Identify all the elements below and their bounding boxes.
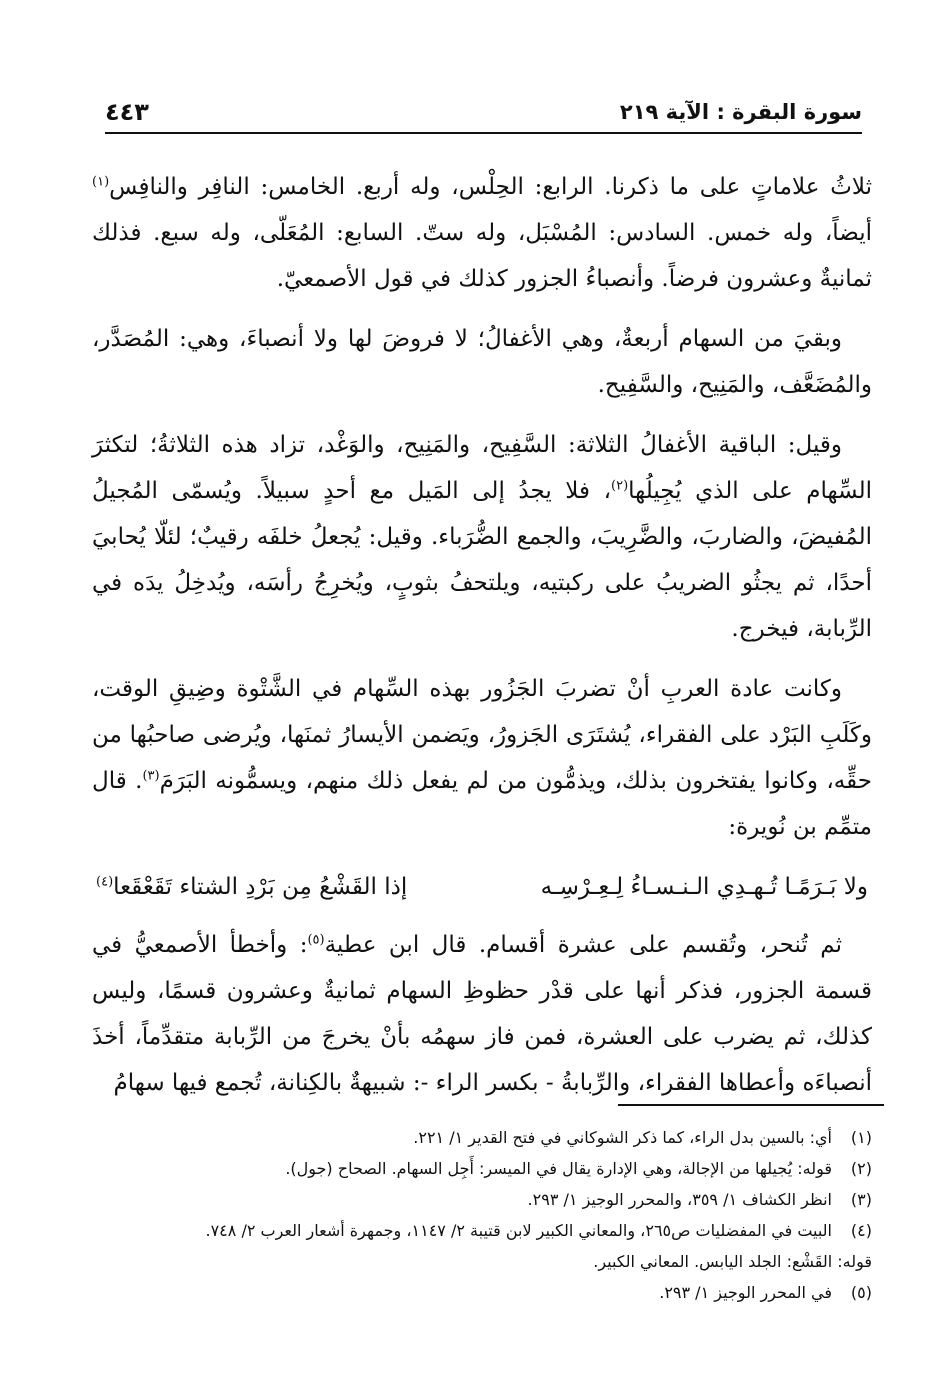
- running-header: [105, 92, 862, 134]
- footnotes: [92, 1122, 872, 1308]
- footnote-ref-2[interactable]: (٢): [611, 478, 629, 494]
- footnote-item: [92, 1184, 872, 1215]
- footnote-text: البيت في المفضليات ص٢٦٥، والمعاني الكبير لابن قتيبة ٢/ ١١٤٧، وجمهرة أشعار العرب ٢/ ٧٤٨.: [205, 1221, 832, 1240]
- paragraph-1: ثلاثُ علاماتٍ على ما ذكرنا. الرابع: الحِلْس، وله أربع. الخامس: النافِر والنافِس$^{(١)}$ أيضاً، وله خمس. السادس: المُسْبَل، وله ستّ. السابع: المُعَلّى، وله سبع. فذلك ثمانيةٌ وعشرون فرضاً. وأنصباءُ الجزور كذلك في قول الأصمعيّ.: [92, 174, 872, 292]
- footnote-text: في المحرر الوجيز ١/ ٢٩٣.: [659, 1283, 832, 1302]
- paragraph-3: وقيل: الباقية الأغفالُ الثلاثة: السَّفِيح، والمَنِيح، والوَغْد، تزاد هذه الثلاثةُ؛ لتكثرَ السِّهام على الذي يُجِيلُها$^{(٢)}$، فلا يجدُ إلى المَيل مع أحدٍ سبيلاً. ويُسمّى المُجيلُ المُفيضَ، والضاربَ، والضَّرِيبَ، والجمع الضُّرَباء. وقيل: يُجعلُ خلفَه رقيبٌ؛ لئلّا يُحابيَ أحدًا، ثم يجثُو الضريبُ على ركبتيه، ويلتحفُ بثوبٍ، ويُخرِجُ رأسَه، ويُدخِلُ يدَه في الرِّبابة، فيخرج.: [92, 432, 872, 642]
- header-title: سورة البقرة : الآية ٢١٩: [619, 100, 862, 124]
- footnote-text: انظر الكشاف ١/ ٣٥٩، والمحرر الوجيز ١/ ٢٩٣.: [527, 1190, 832, 1209]
- footnote-text: قوله: يُجيلها من الإجالة، وهي الإدارة يقال في الميسر: أَجِل السهام. الصحاح (جول).: [285, 1159, 832, 1178]
- verse-first-hemistich: ولا بَـرَمًـا تُـهـدِي الـنـسـاءُ لِـعِـرْسِـه: [540, 874, 868, 900]
- footnote-ref-5[interactable]: (٥): [307, 932, 325, 948]
- footnote-ref-4[interactable]: (٤): [96, 874, 114, 890]
- footnote-text: أي: بالسين بدل الراء، كما ذكر الشوكاني في فتح القدير ١/ ٢٢١.: [413, 1128, 832, 1147]
- footnote-subnote: قوله: القَشْع: الجلد اليابس. المعاني الكبير.: [593, 1252, 872, 1271]
- page-number: ٤٤٣: [105, 98, 149, 126]
- poetry-verse: [92, 864, 872, 910]
- footnote-item: [92, 1215, 872, 1246]
- footnote-divider: [618, 1104, 884, 1106]
- footnote-ref-1[interactable]: (١): [92, 174, 110, 190]
- paragraph-4: وكانت عادة العربِ أنْ تضربَ الجَزُور بهذه السِّهام في الشَّتْوة وضِيقِ الوقت، وكَلَبِ البَرْد على الفقراء، يُشتَرَى الجَزورُ، ويَضمن الأيسارُ ثمنَها، ويُرضى صاحبُها من حقِّه، وكانوا يفتخرون بذلك، ويذمُّون من لم يفعل ذلك منهم، ويسمُّونه البَرَمَ$^{(٣)}$. قال متمِّم بن نُويرة:: [92, 676, 872, 840]
- footnote-item: [92, 1122, 872, 1153]
- footnote-item: [92, 1153, 872, 1184]
- footnote-ref-3[interactable]: (٣): [142, 768, 160, 784]
- footnote-number: (١): [850, 1128, 872, 1147]
- footnote-number: (٥): [850, 1283, 872, 1302]
- main-text: [92, 164, 872, 1120]
- verse-second-hemistich: إذا القَشْعُ مِن بَرْدِ الشتاء تَقَعْقَعا$^{(٤)}$: [96, 874, 408, 900]
- paragraph-2: وبقيَ من السهام أربعةٌ، وهي الأغفالُ؛ لا فروضَ لها ولا أنصباءَ، وهي: المُصَدَّر، والمُضَعَّف، والمَنِيح، والسَّفِيح.: [92, 326, 872, 398]
- footnote-number: (٣): [850, 1190, 872, 1209]
- paragraph-5: ثم تُنحر، وتُقسم على عشرة أقسام. قال ابن عطية$^{(٥)}$: وأخطأ الأصمعيُّ في قسمة الجزور، فذكر أنها على قدْر حظوظِ السهام ثمانيةٌ وعشرون قسمًا، وليس كذلك، ثم يضرب على العشرة، فمن فاز سهمُه بأنْ يخرجَ من الرِّبابة متقدِّماً، أخذَ أنصباءَه وأعطاها الفقراء، والرِّبابةُ - بكسر الراء -: شبيهةٌ بالكِنانة، تُجمع فيها سهامُ: [92, 932, 872, 1096]
- footnote-item: [92, 1277, 872, 1308]
- footnote-number: (٤): [850, 1221, 872, 1240]
- footnote-number: (٢): [850, 1159, 872, 1178]
